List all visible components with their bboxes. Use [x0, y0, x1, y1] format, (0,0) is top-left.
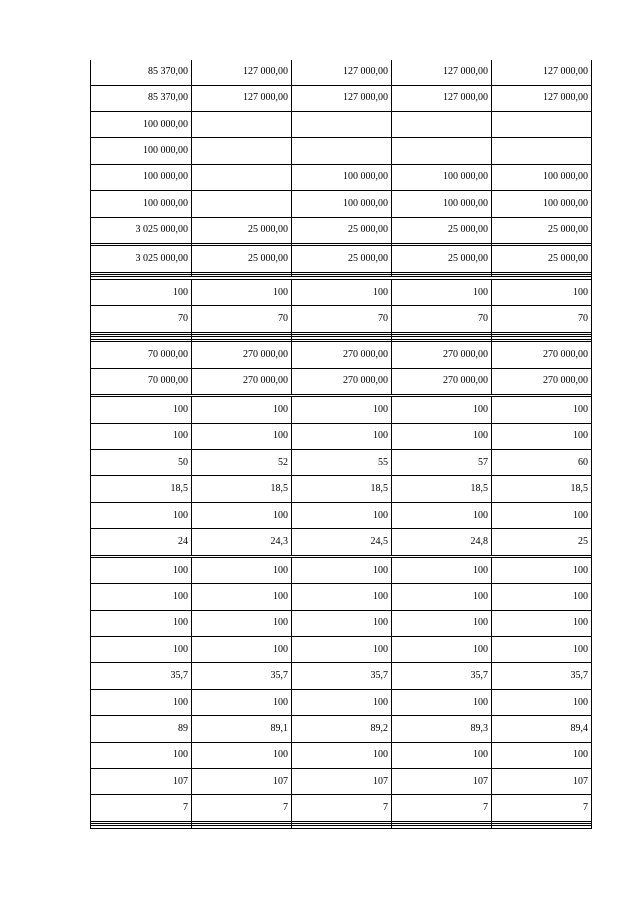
table-cell: 60 [492, 450, 592, 476]
table-cell: 100 000,00 [392, 164, 492, 190]
table-cell: 107 [492, 768, 592, 794]
table-cell: 100 [192, 423, 292, 449]
table-row [91, 423, 592, 449]
table-cell: 100 [492, 689, 592, 715]
table-cell: 100 [91, 610, 192, 636]
table-cell: 100 [91, 584, 192, 610]
table-cell: 107 [192, 768, 292, 794]
table-row [91, 584, 592, 610]
table-cell: 85 370,00 [91, 85, 192, 111]
table-cell: 100 000,00 [492, 191, 592, 217]
table-cell: 270 000,00 [492, 368, 592, 394]
table-row [91, 637, 592, 663]
table-cell: 100 [292, 423, 392, 449]
table-cell: 70 [492, 306, 592, 332]
table-cell [392, 138, 492, 164]
table-cell: 55 [292, 450, 392, 476]
table-cell: 35,7 [492, 663, 592, 689]
table-cell: 100 [492, 610, 592, 636]
table-row [91, 397, 592, 423]
table-cell: 270 000,00 [392, 342, 492, 368]
table-row [91, 246, 592, 272]
table-row [91, 306, 592, 332]
table-cell: 35,7 [292, 663, 392, 689]
table-cell: 107 [392, 768, 492, 794]
table-cell: 270 000,00 [492, 342, 592, 368]
table-cell: 18,5 [292, 476, 392, 502]
table-cell: 25 [492, 529, 592, 555]
table-row [91, 450, 592, 476]
table-cell: 100 [292, 610, 392, 636]
table-cell [192, 164, 292, 190]
table-cell: 100 [292, 557, 392, 583]
table-cell: 100 [392, 584, 492, 610]
table-row [91, 342, 592, 368]
table-cell: 127 000,00 [492, 85, 592, 111]
table-cell: 35,7 [192, 663, 292, 689]
table-cell: 25 000,00 [192, 217, 292, 243]
table-cell: 127 000,00 [292, 60, 392, 85]
table-cell: 18,5 [492, 476, 592, 502]
table-cell [392, 826, 492, 829]
data-table [90, 60, 592, 829]
table-cell: 100 000,00 [91, 112, 192, 138]
table-cell: 24,5 [292, 529, 392, 555]
table-cell [492, 138, 592, 164]
table-row [91, 826, 592, 829]
table-cell: 100 [192, 502, 292, 528]
table-cell: 100 [492, 279, 592, 305]
table-cell: 25 000,00 [292, 217, 392, 243]
table-cell: 100 [91, 689, 192, 715]
table-cell [292, 138, 392, 164]
table-cell: 100 [392, 423, 492, 449]
table-cell [192, 826, 292, 829]
table-cell: 127 000,00 [292, 85, 392, 111]
table-cell: 89 [91, 716, 192, 742]
table-cell: 100 [91, 502, 192, 528]
table-row [91, 368, 592, 394]
table-cell: 57 [392, 450, 492, 476]
table-cell: 107 [292, 768, 392, 794]
table-cell: 100 [91, 637, 192, 663]
table-cell: 127 000,00 [492, 60, 592, 85]
table-cell [192, 138, 292, 164]
table-row [91, 279, 592, 305]
table-cell: 100 [392, 637, 492, 663]
table-cell: 18,5 [392, 476, 492, 502]
table-cell: 100 [192, 689, 292, 715]
table-cell: 100 000,00 [292, 191, 392, 217]
table-row [91, 60, 592, 85]
table-cell: 100 [91, 279, 192, 305]
table-cell: 100 [192, 557, 292, 583]
table-cell: 7 [492, 795, 592, 821]
table-cell: 100 [492, 637, 592, 663]
table-cell: 100 [192, 397, 292, 423]
table-cell: 25 000,00 [492, 217, 592, 243]
table-cell: 100 [392, 557, 492, 583]
table-cell: 100 [292, 742, 392, 768]
table-cell: 24,3 [192, 529, 292, 555]
table-cell: 25 000,00 [292, 246, 392, 272]
table-cell: 35,7 [91, 663, 192, 689]
table-cell: 100 000,00 [292, 164, 392, 190]
table-cell: 127 000,00 [192, 60, 292, 85]
table-cell: 24,8 [392, 529, 492, 555]
table-cell [292, 112, 392, 138]
table-cell: 100 [292, 279, 392, 305]
table-cell: 89,3 [392, 716, 492, 742]
table-row [91, 529, 592, 555]
table-row [91, 716, 592, 742]
table-row [91, 557, 592, 583]
table-row [91, 112, 592, 138]
table-cell: 70 [392, 306, 492, 332]
table-cell: 70 000,00 [91, 368, 192, 394]
table-cell: 89,4 [492, 716, 592, 742]
table-cell: 100 [492, 557, 592, 583]
table-cell [91, 826, 192, 829]
table-cell: 100 000,00 [91, 191, 192, 217]
table-cell: 25 000,00 [392, 246, 492, 272]
table-cell: 24 [91, 529, 192, 555]
table-cell: 100 000,00 [91, 138, 192, 164]
table-cell: 100 [292, 637, 392, 663]
table-cell: 100 [292, 584, 392, 610]
table-cell: 50 [91, 450, 192, 476]
table-cell: 270 000,00 [292, 342, 392, 368]
table-row [91, 689, 592, 715]
table-row [91, 502, 592, 528]
table-cell: 7 [91, 795, 192, 821]
table-cell: 100 000,00 [392, 191, 492, 217]
table-cell: 270 000,00 [192, 368, 292, 394]
table-cell: 127 000,00 [192, 85, 292, 111]
table-row [91, 217, 592, 243]
table-cell: 100 [392, 502, 492, 528]
table-row [91, 191, 592, 217]
table-cell [492, 826, 592, 829]
table-cell: 107 [91, 768, 192, 794]
table-cell: 100 [492, 397, 592, 423]
table-cell: 100 [392, 610, 492, 636]
table-cell: 100 [192, 610, 292, 636]
table-body [91, 60, 592, 829]
table-cell: 100 [292, 689, 392, 715]
table-cell: 100 [292, 502, 392, 528]
table-cell: 100 [492, 584, 592, 610]
table-row [91, 138, 592, 164]
table-cell: 100 [91, 423, 192, 449]
table-row [91, 610, 592, 636]
table-cell: 100 [392, 689, 492, 715]
table-cell: 70 000,00 [91, 342, 192, 368]
table-cell: 100 [492, 502, 592, 528]
table-cell: 100 [91, 397, 192, 423]
table-cell: 100 [492, 742, 592, 768]
table-cell: 100 [392, 279, 492, 305]
table-row [91, 476, 592, 502]
table-cell: 25 000,00 [192, 246, 292, 272]
table-cell: 89,1 [192, 716, 292, 742]
table-cell: 100 [492, 423, 592, 449]
table-cell: 25 000,00 [492, 246, 592, 272]
table-cell: 100 [192, 279, 292, 305]
table-cell: 270 000,00 [392, 368, 492, 394]
table-cell: 100 [292, 397, 392, 423]
table-cell [192, 191, 292, 217]
table-cell: 7 [192, 795, 292, 821]
table-cell [192, 112, 292, 138]
table-cell: 270 000,00 [192, 342, 292, 368]
table-cell: 85 370,00 [91, 60, 192, 85]
table-cell: 3 025 000,00 [91, 217, 192, 243]
table-cell: 100 [91, 742, 192, 768]
table-cell: 3 025 000,00 [91, 246, 192, 272]
table-cell: 18,5 [91, 476, 192, 502]
table-row [91, 768, 592, 794]
table-cell: 7 [392, 795, 492, 821]
table-cell: 270 000,00 [292, 368, 392, 394]
table-cell: 100 [91, 557, 192, 583]
table-cell: 100 000,00 [91, 164, 192, 190]
table-cell: 52 [192, 450, 292, 476]
table-row [91, 663, 592, 689]
table-cell: 100 [192, 637, 292, 663]
table-cell [492, 112, 592, 138]
table-cell: 18,5 [192, 476, 292, 502]
table-cell: 35,7 [392, 663, 492, 689]
table-cell: 100 [392, 742, 492, 768]
table-cell: 100 [192, 584, 292, 610]
table-cell: 70 [192, 306, 292, 332]
table-row [91, 742, 592, 768]
table-cell: 7 [292, 795, 392, 821]
table-cell: 100 [192, 742, 292, 768]
table-cell: 127 000,00 [392, 85, 492, 111]
table-row [91, 164, 592, 190]
table-cell: 70 [292, 306, 392, 332]
table-cell: 70 [91, 306, 192, 332]
table-cell: 100 000,00 [492, 164, 592, 190]
table-cell: 127 000,00 [392, 60, 492, 85]
table-cell: 89,2 [292, 716, 392, 742]
table-cell: 100 [392, 397, 492, 423]
table-cell: 25 000,00 [392, 217, 492, 243]
table-row [91, 85, 592, 111]
table-row [91, 795, 592, 821]
table-cell [292, 826, 392, 829]
table-cell [392, 112, 492, 138]
